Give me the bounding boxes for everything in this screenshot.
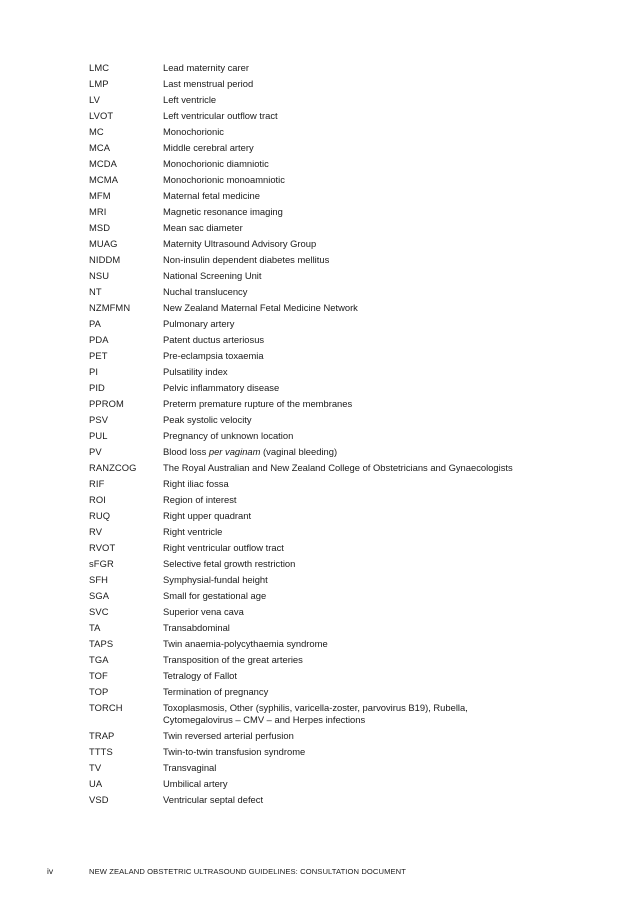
abbreviation-term: PUL xyxy=(89,430,108,441)
abbreviation-definition: Preterm premature rupture of the membranes xyxy=(163,398,353,409)
page-number: iv xyxy=(47,866,54,876)
abbreviation-term: VSD xyxy=(89,794,109,805)
abbreviation-row xyxy=(89,478,559,490)
abbreviation-row xyxy=(89,654,559,666)
abbreviation-term: MFM xyxy=(89,190,111,201)
abbreviation-row xyxy=(89,350,559,362)
abbreviation-term: NT xyxy=(89,286,102,297)
abbreviation-row xyxy=(89,606,559,618)
abbreviation-definition: Last menstrual period xyxy=(163,78,254,89)
abbreviation-row xyxy=(89,174,559,186)
abbreviation-row xyxy=(89,382,559,394)
abbreviation-definition: Transvaginal xyxy=(163,762,217,773)
abbreviation-definition: The Royal Australian and New Zealand College of Obstetricians and Gynaecologists xyxy=(163,462,513,473)
abbreviation-term: MUAG xyxy=(89,238,118,249)
abbreviation-definition: Pulsatility index xyxy=(163,366,228,377)
abbreviation-row xyxy=(89,158,559,170)
abbreviation-term: RANZCOG xyxy=(89,462,137,473)
abbreviation-definition: Twin anaemia-polycythaemia syndrome xyxy=(163,638,328,649)
abbreviation-definition: Selective fetal growth restriction xyxy=(163,558,296,569)
abbreviation-definition: Twin reversed arterial perfusion xyxy=(163,730,294,741)
abbreviation-term: SGA xyxy=(89,590,110,601)
abbreviation-definition: Region of interest xyxy=(163,494,237,505)
abbreviation-definition: Twin-to-twin transfusion syndrome xyxy=(163,746,306,757)
abbreviation-row xyxy=(89,286,559,298)
abbreviation-term: MCDA xyxy=(89,158,118,169)
abbreviation-definition: Monochorionic monoamniotic xyxy=(163,174,285,185)
abbreviation-term: TA xyxy=(89,622,101,633)
abbreviation-term: ROI xyxy=(89,494,106,505)
abbreviation-term: NSU xyxy=(89,270,110,281)
abbreviation-row xyxy=(89,78,559,90)
abbreviation-term: LMP xyxy=(89,78,109,89)
abbreviation-row xyxy=(89,670,559,682)
abbreviation-definition: Termination of pregnancy xyxy=(163,686,269,697)
abbreviation-definition: Monochorionic diamniotic xyxy=(163,158,269,169)
abbreviation-definition: Superior vena cava xyxy=(163,606,244,617)
definition-text: Blood loss xyxy=(163,446,209,457)
abbreviation-row xyxy=(89,446,559,458)
abbreviation-term: TOF xyxy=(89,670,108,681)
abbreviation-definition: Monochorionic xyxy=(163,126,224,137)
abbreviation-row xyxy=(89,270,559,282)
abbreviation-row xyxy=(89,254,559,266)
abbreviation-definition: Ventricular septal defect xyxy=(163,794,264,805)
abbreviation-definition: Pelvic inflammatory disease xyxy=(163,382,280,393)
page-footer xyxy=(47,866,607,877)
abbreviation-row xyxy=(89,62,559,74)
abbreviation-definition: Tetralogy of Fallot xyxy=(163,670,237,681)
abbreviation-definition: Left ventricle xyxy=(163,94,217,105)
abbreviation-row xyxy=(89,334,559,346)
document-title: NEW ZEALAND OBSTETRIC ULTRASOUND GUIDELINES: CONSULTATION DOCUMENT xyxy=(89,867,406,876)
abbreviation-definition: Patent ductus arteriosus xyxy=(163,334,265,345)
abbreviation-definition: Maternal fetal medicine xyxy=(163,190,260,201)
abbreviation-row xyxy=(89,206,559,218)
abbreviation-row xyxy=(89,746,559,758)
abbreviation-term: MCA xyxy=(89,142,111,153)
abbreviation-term: TRAP xyxy=(89,730,115,741)
abbreviation-term: MRI xyxy=(89,206,107,217)
abbreviation-row xyxy=(89,94,559,106)
abbreviation-definition: Pulmonary artery xyxy=(163,318,235,329)
abbreviation-definition: Mean sac diameter xyxy=(163,222,243,233)
abbreviation-term: SVC xyxy=(89,606,109,617)
abbreviation-row xyxy=(89,238,559,250)
abbreviation-definition: Small for gestational age xyxy=(163,590,267,601)
abbreviation-row xyxy=(89,126,559,138)
abbreviation-term: LMC xyxy=(89,62,110,73)
abbreviation-term: TAPS xyxy=(89,638,114,649)
abbreviation-row xyxy=(89,190,559,202)
abbreviation-term: UA xyxy=(89,778,103,789)
abbreviation-row xyxy=(89,318,559,330)
abbreviation-row xyxy=(89,142,559,154)
abbreviation-definition: Middle cerebral artery xyxy=(163,142,254,153)
abbreviation-row xyxy=(89,110,559,122)
abbreviation-definition: Toxoplasmosis, Other (syphilis, varicella-zoster, parvovirus B19), Rubella, Cytomegalovirus – CMV – and Herpes infections xyxy=(163,702,468,725)
abbreviation-term: SFH xyxy=(89,574,109,585)
abbreviation-term: NIDDM xyxy=(89,254,121,265)
abbreviation-term: sFGR xyxy=(89,558,114,569)
abbreviation-definition: Left ventricular outflow tract xyxy=(163,110,278,121)
abbreviation-row xyxy=(89,494,559,506)
abbreviation-term: PDA xyxy=(89,334,109,345)
abbreviation-row xyxy=(89,686,559,698)
abbreviation-row xyxy=(89,510,559,522)
abbreviation-term: RVOT xyxy=(89,542,116,553)
abbreviation-term: TORCH xyxy=(89,702,123,713)
abbreviation-definition: Right ventricle xyxy=(163,526,223,537)
abbreviation-row xyxy=(89,730,559,742)
abbreviation-term: TV xyxy=(89,762,102,773)
abbreviation-row xyxy=(89,558,559,570)
abbreviation-term: TTTS xyxy=(89,746,113,757)
abbreviation-term: LVOT xyxy=(89,110,114,121)
abbreviation-row xyxy=(89,462,559,474)
abbreviation-row xyxy=(89,762,559,774)
abbreviation-row xyxy=(89,222,559,234)
abbreviation-term: RIF xyxy=(89,478,105,489)
abbreviation-term: MSD xyxy=(89,222,111,233)
abbreviation-row xyxy=(89,414,559,426)
abbreviation-row xyxy=(89,302,559,314)
abbreviation-definition: Peak systolic velocity xyxy=(163,414,252,425)
abbreviation-term: TOP xyxy=(89,686,109,697)
abbreviation-term: LV xyxy=(89,94,100,105)
abbreviation-definition: Lead maternity carer xyxy=(163,62,249,73)
abbreviation-definition: Non-insulin dependent diabetes mellitus xyxy=(163,254,330,265)
abbreviation-term: NZMFMN xyxy=(89,302,131,313)
abbreviation-term: PSV xyxy=(89,414,109,425)
definition-italic-text: per vaginam xyxy=(208,446,261,457)
abbreviation-term: PA xyxy=(89,318,102,329)
abbreviation-row xyxy=(89,542,559,554)
abbreviation-row xyxy=(89,794,559,806)
abbreviation-definition: Pregnancy of unknown location xyxy=(163,430,294,441)
abbreviation-row xyxy=(89,590,559,602)
abbreviation-term: RUQ xyxy=(89,510,111,521)
abbreviation-row xyxy=(89,778,559,790)
abbreviation-definition: Nuchal translucency xyxy=(163,286,248,297)
abbreviation-definition xyxy=(163,446,559,458)
abbreviation-term: TGA xyxy=(89,654,109,665)
abbreviation-definition: Right iliac fossa xyxy=(163,478,229,489)
abbreviation-definition: Umbilical artery xyxy=(163,778,228,789)
abbreviation-term: MC xyxy=(89,126,104,137)
abbreviation-definition: Transposition of the great arteries xyxy=(163,654,303,665)
abbreviation-definition: Right ventricular outflow tract xyxy=(163,542,284,553)
abbreviations-list xyxy=(89,62,559,810)
abbreviation-row xyxy=(89,622,559,634)
abbreviation-row xyxy=(89,430,559,442)
abbreviation-definition: Right upper quadrant xyxy=(163,510,252,521)
abbreviation-definition: New Zealand Maternal Fetal Medicine Network xyxy=(163,302,358,313)
abbreviation-term: RV xyxy=(89,526,103,537)
abbreviation-row xyxy=(89,526,559,538)
abbreviation-term: PET xyxy=(89,350,108,361)
abbreviation-term: PPROM xyxy=(89,398,124,409)
abbreviation-row xyxy=(89,638,559,650)
abbreviation-row xyxy=(89,702,559,726)
abbreviation-definition: Magnetic resonance imaging xyxy=(163,206,283,217)
abbreviation-row xyxy=(89,398,559,410)
definition-text-after: (vaginal bleeding) xyxy=(260,446,338,457)
abbreviation-term: PV xyxy=(89,446,102,457)
abbreviation-term: PI xyxy=(89,366,99,377)
abbreviation-term: PID xyxy=(89,382,105,393)
abbreviation-row xyxy=(89,366,559,378)
abbreviation-definition: Pre-eclampsia toxaemia xyxy=(163,350,264,361)
abbreviation-term: MCMA xyxy=(89,174,119,185)
abbreviation-definition: National Screening Unit xyxy=(163,270,262,281)
abbreviation-definition: Maternity Ultrasound Advisory Group xyxy=(163,238,317,249)
abbreviation-definition: Symphysial-fundal height xyxy=(163,574,268,585)
abbreviation-definition: Transabdominal xyxy=(163,622,230,633)
abbreviation-row xyxy=(89,574,559,586)
